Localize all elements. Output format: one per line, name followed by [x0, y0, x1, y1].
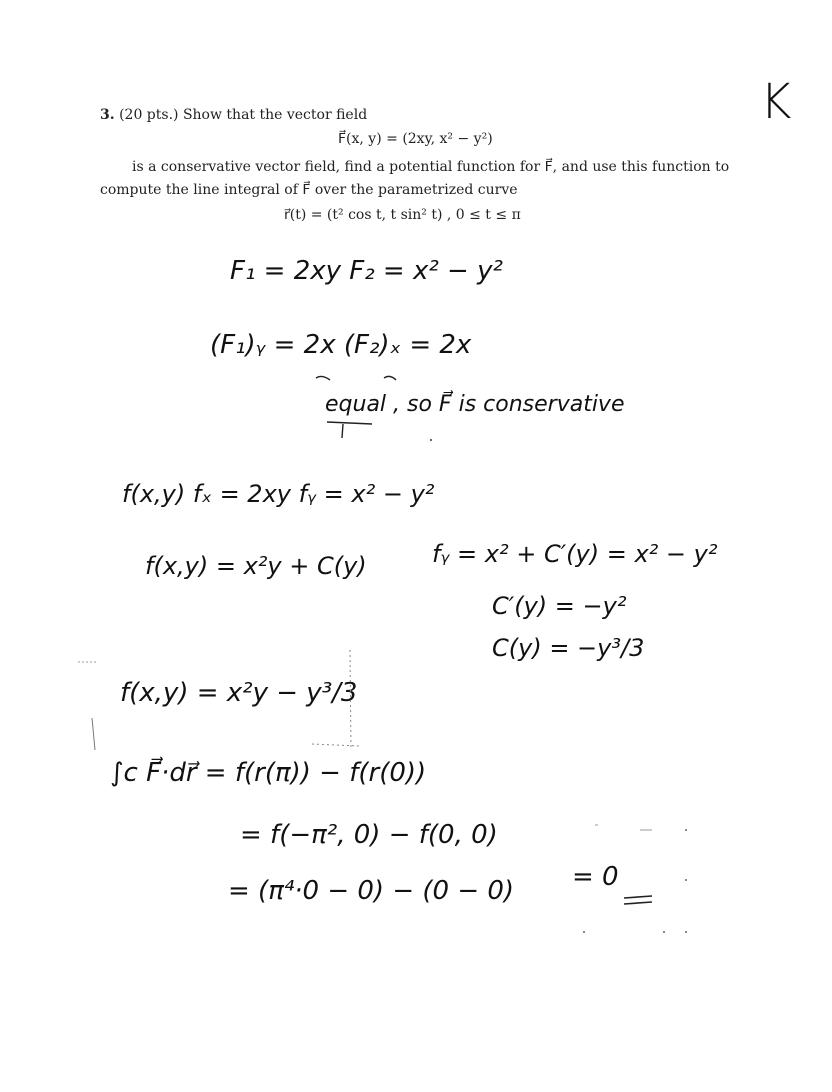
speck-1	[430, 439, 432, 441]
arrow-right	[384, 376, 396, 380]
potential-function-line: f(x,y) = x²y − y³/3	[120, 678, 358, 708]
equal-underline	[327, 422, 372, 424]
speck-6	[685, 931, 687, 933]
problem-line-4: compute the line integral of F⃗ over the parametrized curve	[100, 182, 518, 198]
conservative-conclusion: equal , so F⃗ is conservative	[325, 392, 625, 417]
vector-field-formula: F⃗(x, y) = (2xy, x² − y²)	[338, 131, 493, 147]
grader-mark: K	[760, 74, 792, 130]
potential-box-left	[92, 718, 95, 750]
integrate-fx-line: f(x,y) = x²y + C(y)	[145, 552, 367, 580]
line-integral-line-2: = f(−π², 0) − f(0, 0)	[240, 820, 498, 850]
arrow-left	[316, 376, 330, 380]
answer-underline-2	[624, 902, 652, 904]
stray-dots-right	[595, 825, 652, 830]
speck-2	[685, 829, 687, 831]
answer-underline	[624, 896, 652, 898]
c-value-line: C(y) = −y³/3	[492, 634, 645, 662]
problem-points: (20 pts.)	[119, 107, 179, 123]
partials-line: (F₁)ᵧ = 2x (F₂)ₓ = 2x	[210, 330, 472, 360]
equal-tick	[342, 424, 343, 438]
line-integral-line-1: ∫ᴄ F⃗·dr⃗ = f(r(π)) − f(r(0))	[110, 758, 427, 788]
problem-line-3: is a conservative vector field, find a potential function for F⃗, and use this function to	[132, 159, 730, 175]
speck-5	[663, 931, 665, 933]
speck-4	[583, 931, 585, 933]
problem-intro: Show that the vector field	[182, 107, 368, 123]
problem-number: 3.	[100, 107, 115, 123]
components-line: F₁ = 2xy F₂ = x² − y²	[230, 256, 503, 286]
line-integral-line-3: = (π⁴·0 − 0) − (0 − 0)	[228, 876, 515, 906]
fy-check-line: fᵧ = x² + C′(y) = x² − y²	[432, 540, 718, 568]
final-answer: = 0	[572, 862, 619, 892]
potential-setup-line: f(x,y) fₓ = 2xy fᵧ = x² − y²	[122, 480, 435, 508]
c-prime-line: C′(y) = −y²	[492, 592, 627, 620]
speck-3	[685, 879, 687, 881]
parametrized-curve: r⃗(t) = (t² cos t, t sin² t) , 0 ≤ t ≤ π	[284, 207, 521, 223]
